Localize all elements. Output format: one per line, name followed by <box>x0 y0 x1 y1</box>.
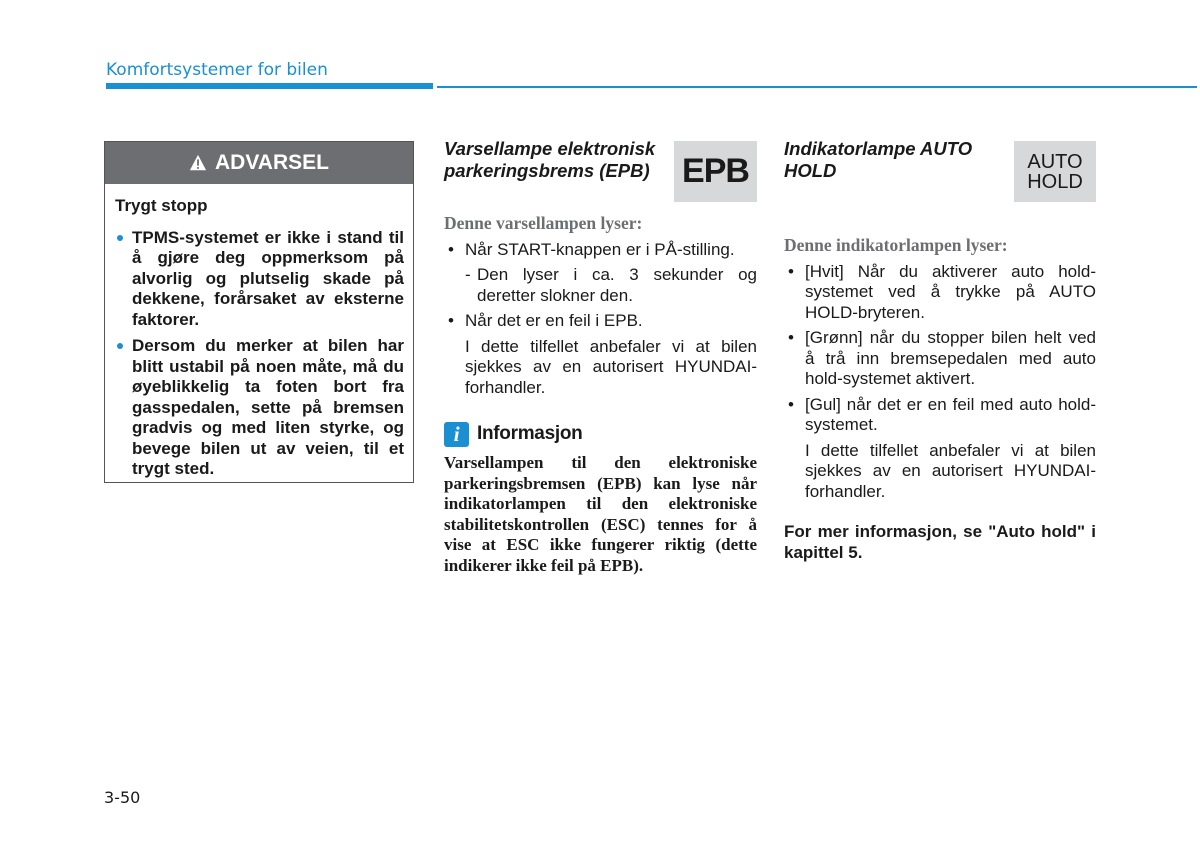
epb-section-title: Varsellampe elektronisk parkeringsbrems (EPB) <box>444 138 656 181</box>
warning-triangle-icon <box>189 154 207 172</box>
autohold-bullet: • [Grønn] når du stopper bilen helt ved å trå inn bremsepedalen med auto hold-systemet aktivert. <box>784 328 1096 390</box>
info-heading-label: Informasjon <box>477 423 583 445</box>
autohold-bullet-note: I dette tilfellet anbefaler vi at bilen sjekkes av en autorisert HYUNDAI-forhandler. <box>805 440 1096 501</box>
autohold-lights-heading: Denne indikatorlampen lyser: <box>784 235 1008 255</box>
auto-hold-lamp-icon <box>1014 141 1096 202</box>
warning-item: Dersom du merker at bilen har blitt ustabil på noen måte, må du øyeblikkelig ta foten bort fra gasspedalen, sette på bremsen gradvis og med liten styrke, og bevege bilen ut av veien, til et trygt sted. <box>115 336 404 480</box>
header-rule-thick <box>106 83 433 89</box>
info-heading <box>444 422 757 447</box>
epb-dash-item: - Den lyser i ca. 3 sekunder og deretter slokner den. <box>444 265 757 306</box>
autohold-bullet: • [Gul] når det er en feil med auto hold-systemet. <box>784 395 1096 436</box>
epb-bullet: • Når det er en feil i EPB. <box>444 311 757 332</box>
epb-icon-label: EPB <box>682 152 749 191</box>
epb-lights-heading: Denne varsellampen lyser: <box>444 213 643 233</box>
auto-hold-icon-line: AUTO <box>1027 150 1083 173</box>
warning-subtitle: Trygt stopp <box>115 196 208 215</box>
autohold-section <box>784 138 1096 563</box>
section-header: Komfortsystemer for bilen <box>106 60 328 80</box>
autohold-bullet: • [Hvit] Når du aktiverer auto hold-systemet ved å trykke på AUTO HOLD-bryteren. <box>784 262 1096 324</box>
epb-bullet-note: I dette tilfellet anbefaler vi at bilen sjekkes av en autorisert HYUNDAI-forhandler. <box>465 336 757 397</box>
page-number: 3-50 <box>104 788 141 807</box>
warning-header <box>105 142 413 184</box>
warning-box <box>104 141 414 483</box>
auto-hold-icon-line: HOLD <box>1027 170 1083 193</box>
more-info-reference: For mer informasjon, se "Auto hold" i kapittel 5. <box>784 522 1096 562</box>
epb-bullet: • Når START-knappen er i PÅ-stilling. <box>444 240 757 261</box>
info-text: Varsellampen til den elektroniske parkeringsbremsen (EPB) kan lyse når indikatorlampen til den elektroniske stabilitetskontrollen (ESC) tennes for å vise at ESC ikke fungerer riktig (dette indikerer ikke feil på EPB). <box>444 453 757 575</box>
autohold-section-title: Indikatorlampe AUTO HOLD <box>784 138 973 181</box>
epb-section <box>444 138 757 576</box>
warning-item: TPMS-systemet er ikke i stand til å gjøre deg oppmerksom på alvorlig og plutselig skade på dekkene, forårsaket av eksterne faktorer. <box>115 228 404 331</box>
epb-warning-lamp-icon <box>674 141 757 202</box>
warning-heading: ADVARSEL <box>215 151 329 174</box>
info-icon: i <box>444 422 469 447</box>
header-rule-thin <box>437 86 1197 88</box>
